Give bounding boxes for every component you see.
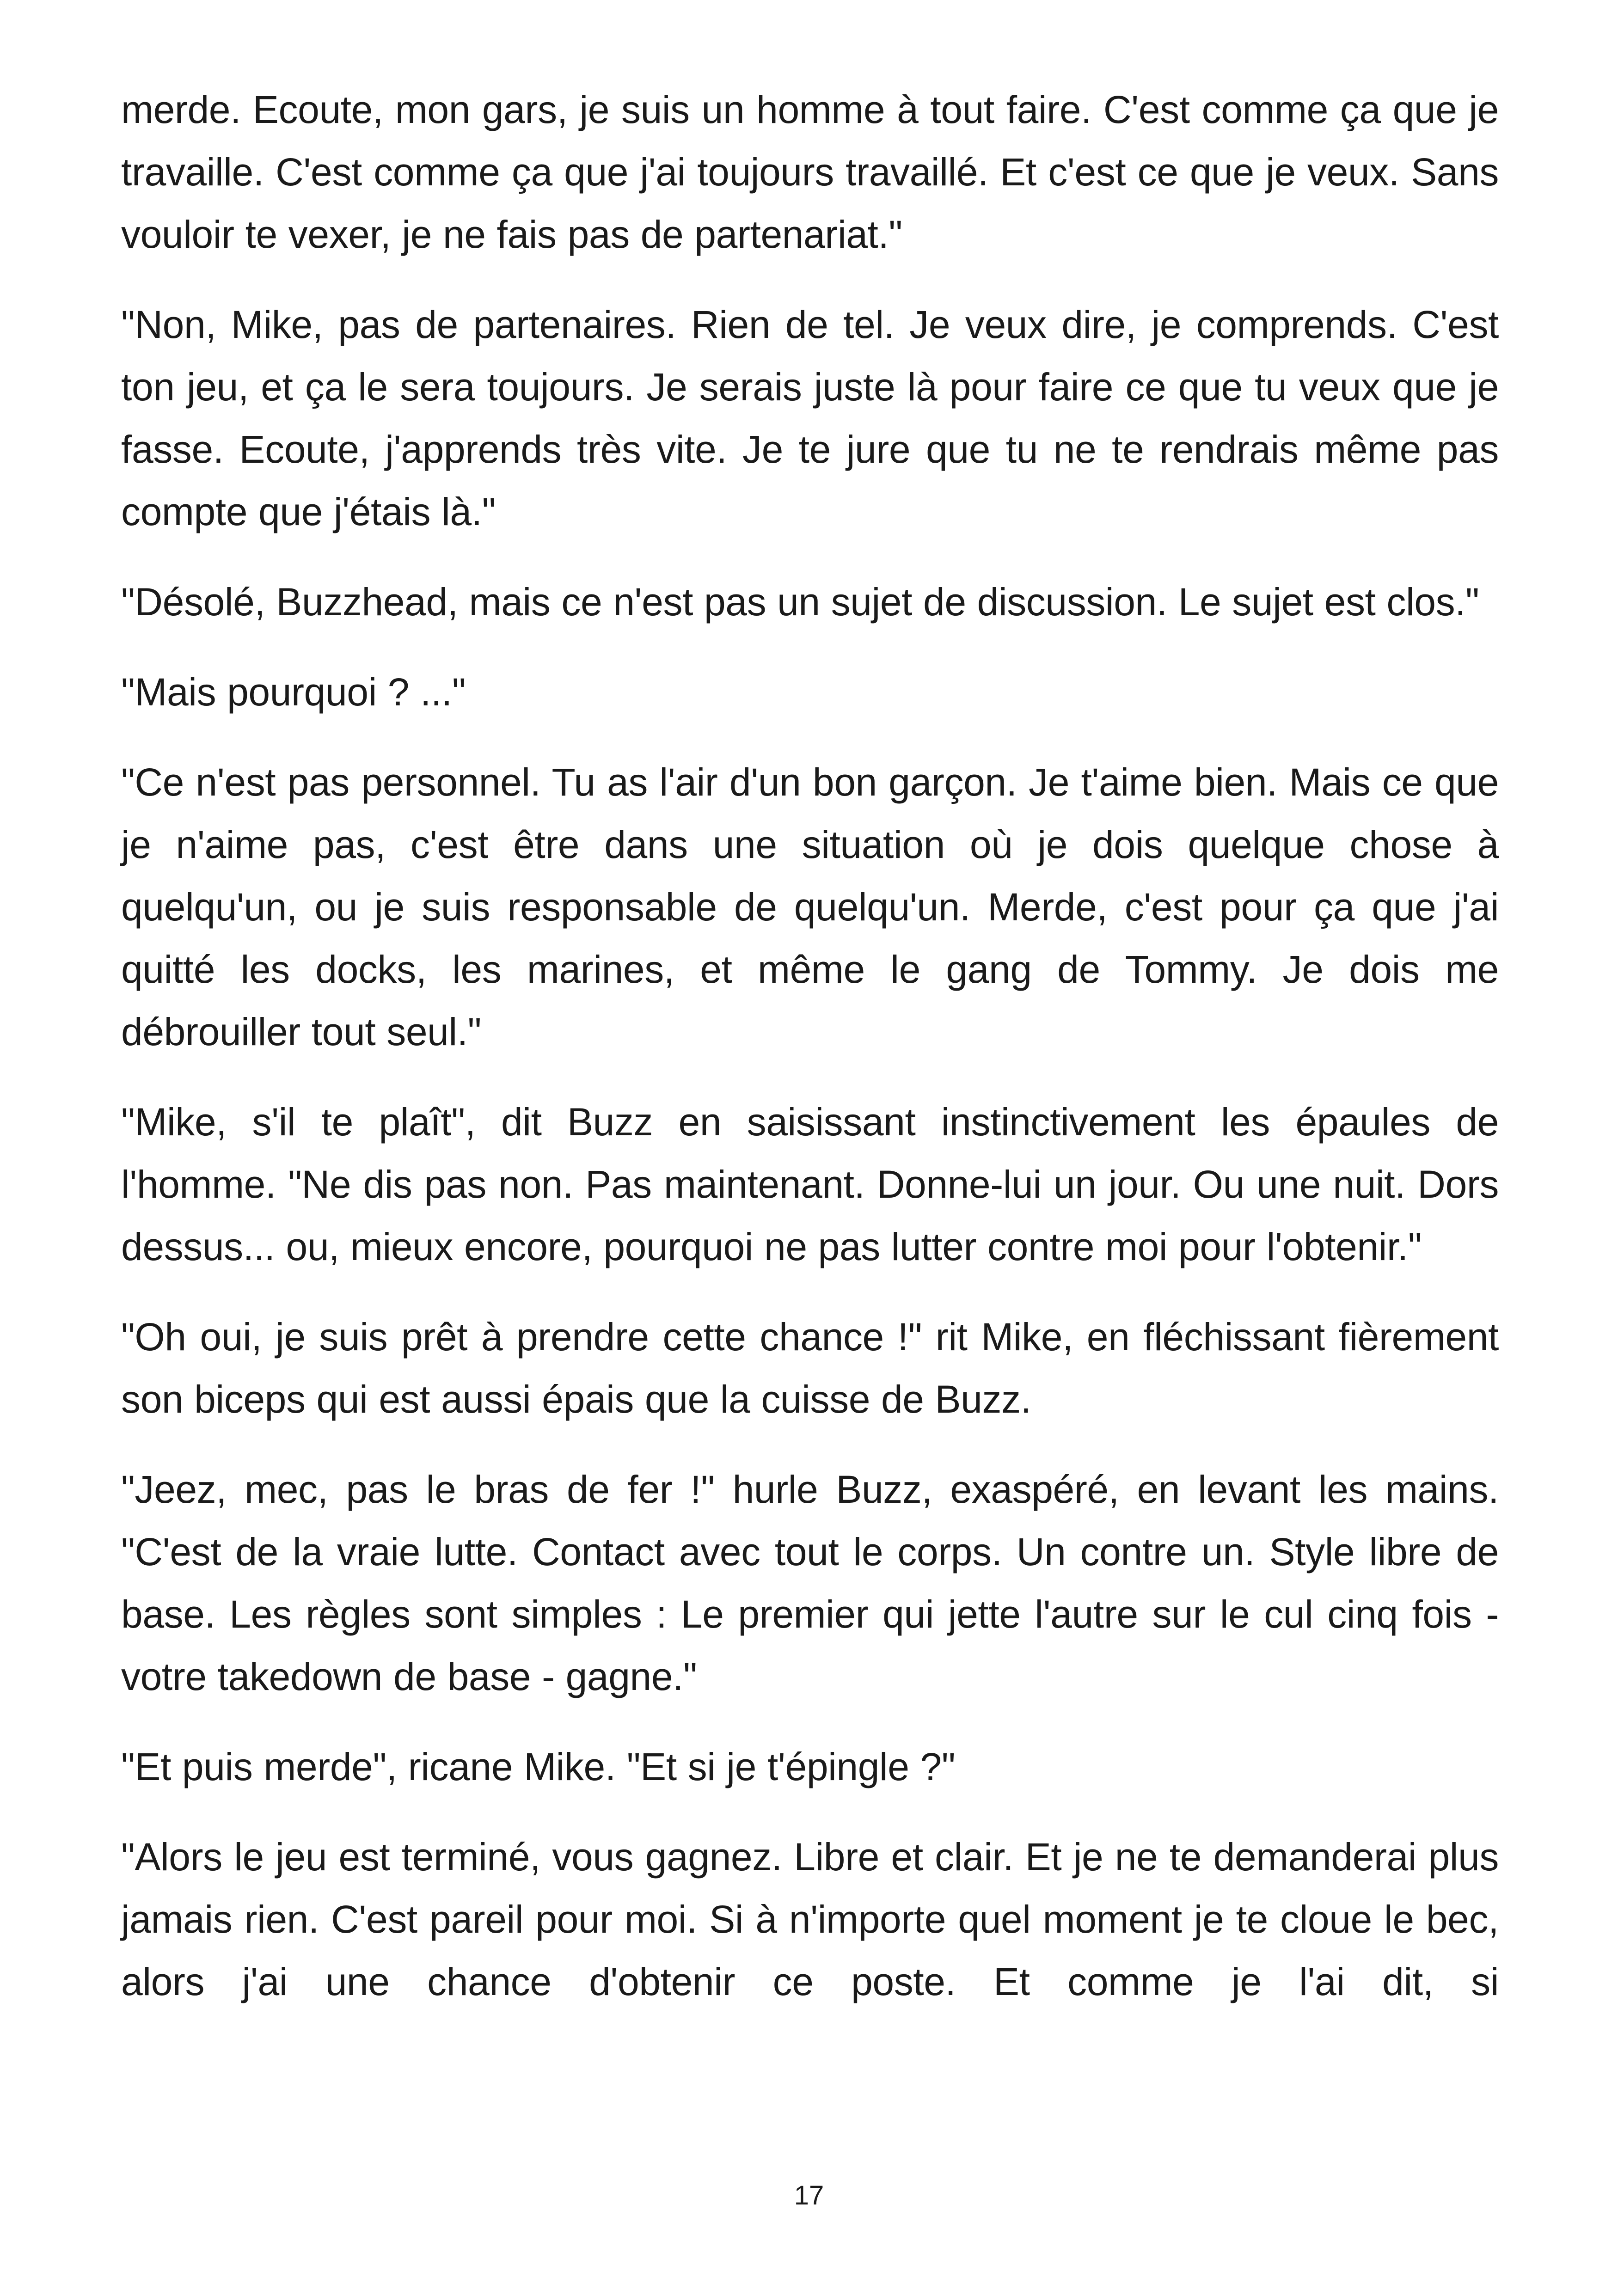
paragraph-1: merde. Ecoute, mon gars, je suis un homme à tout faire. C'est comme ça que je travaille. C'est comme ça que j'ai toujours travaillé. Et c'est ce que je veux. Sans vouloir te vexer, je ne fais pas de partenariat."	[121, 88, 1499, 256]
paragraph-7: "Oh oui, je suis prêt à prendre cette chance !" rit Mike, en fléchissant fièrement son biceps qui est aussi épais que la cuisse de Buzz.	[121, 1315, 1499, 1421]
paragraph-9: "Et puis merde", ricane Mike. "Et si je t'épingle ?"	[121, 1745, 956, 1788]
paragraph-6: "Mike, s'il te plaît", dit Buzz en saisissant instinctivement les épaules de l'homme. "Ne dis pas non. Pas maintenant. Donne-lui un jour. Ou une nuit. Dors dessus... ou, mieux encore, pourquoi ne pas lutter contre moi pour l'obtenir."	[121, 1100, 1499, 1268]
paragraph-8: "Jeez, mec, pas le bras de fer !" hurle Buzz, exaspéré, en levant les mains. "C'est de la vraie lutte. Contact avec tout le corps. Un contre un. Style libre de base. Les règles sont simples : Le premier qui jette l'autre sur le cul cinq fois - votre takedown de base - gagne."	[121, 1468, 1499, 1698]
paragraph-2: "Non, Mike, pas de partenaires. Rien de tel. Je veux dire, je comprends. C'est ton jeu, et ça le sera toujours. Je serais juste là pour faire ce que tu veux que je fasse. Ecoute, j'apprends très vite. Je te jure que tu ne te rendrais même pas compte que j'étais là."	[121, 303, 1499, 533]
paragraph-10: "Alors le jeu est terminé, vous gagnez. Libre et clair. Et je ne te demanderai plus jamais rien. C'est pareil pour moi. Si à n'importe quel moment je te cloue le bec, alors j'ai une chance d'obtenir ce poste. Et comme je l'ai dit, si	[121, 1835, 1499, 2003]
paragraph-3: "Désolé, Buzzhead, mais ce n'est pas un sujet de discussion. Le sujet est clos."	[121, 580, 1479, 624]
paragraph-5: "Ce n'est pas personnel. Tu as l'air d'un bon garçon. Je t'aime bien. Mais ce que je n'aime pas, c'est être dans une situation où je dois quelque chose à quelqu'un, ou je suis responsable de quelqu'un. Merde, c'est pour ça que j'ai quitté les docks, les marines, et même le gang de Tommy. Je dois me débrouiller tout seul."	[121, 760, 1499, 1053]
page-number: 17	[794, 2180, 824, 2210]
page-body	[121, 79, 1499, 2013]
paragraph-4: "Mais pourquoi ? ..."	[121, 670, 466, 714]
